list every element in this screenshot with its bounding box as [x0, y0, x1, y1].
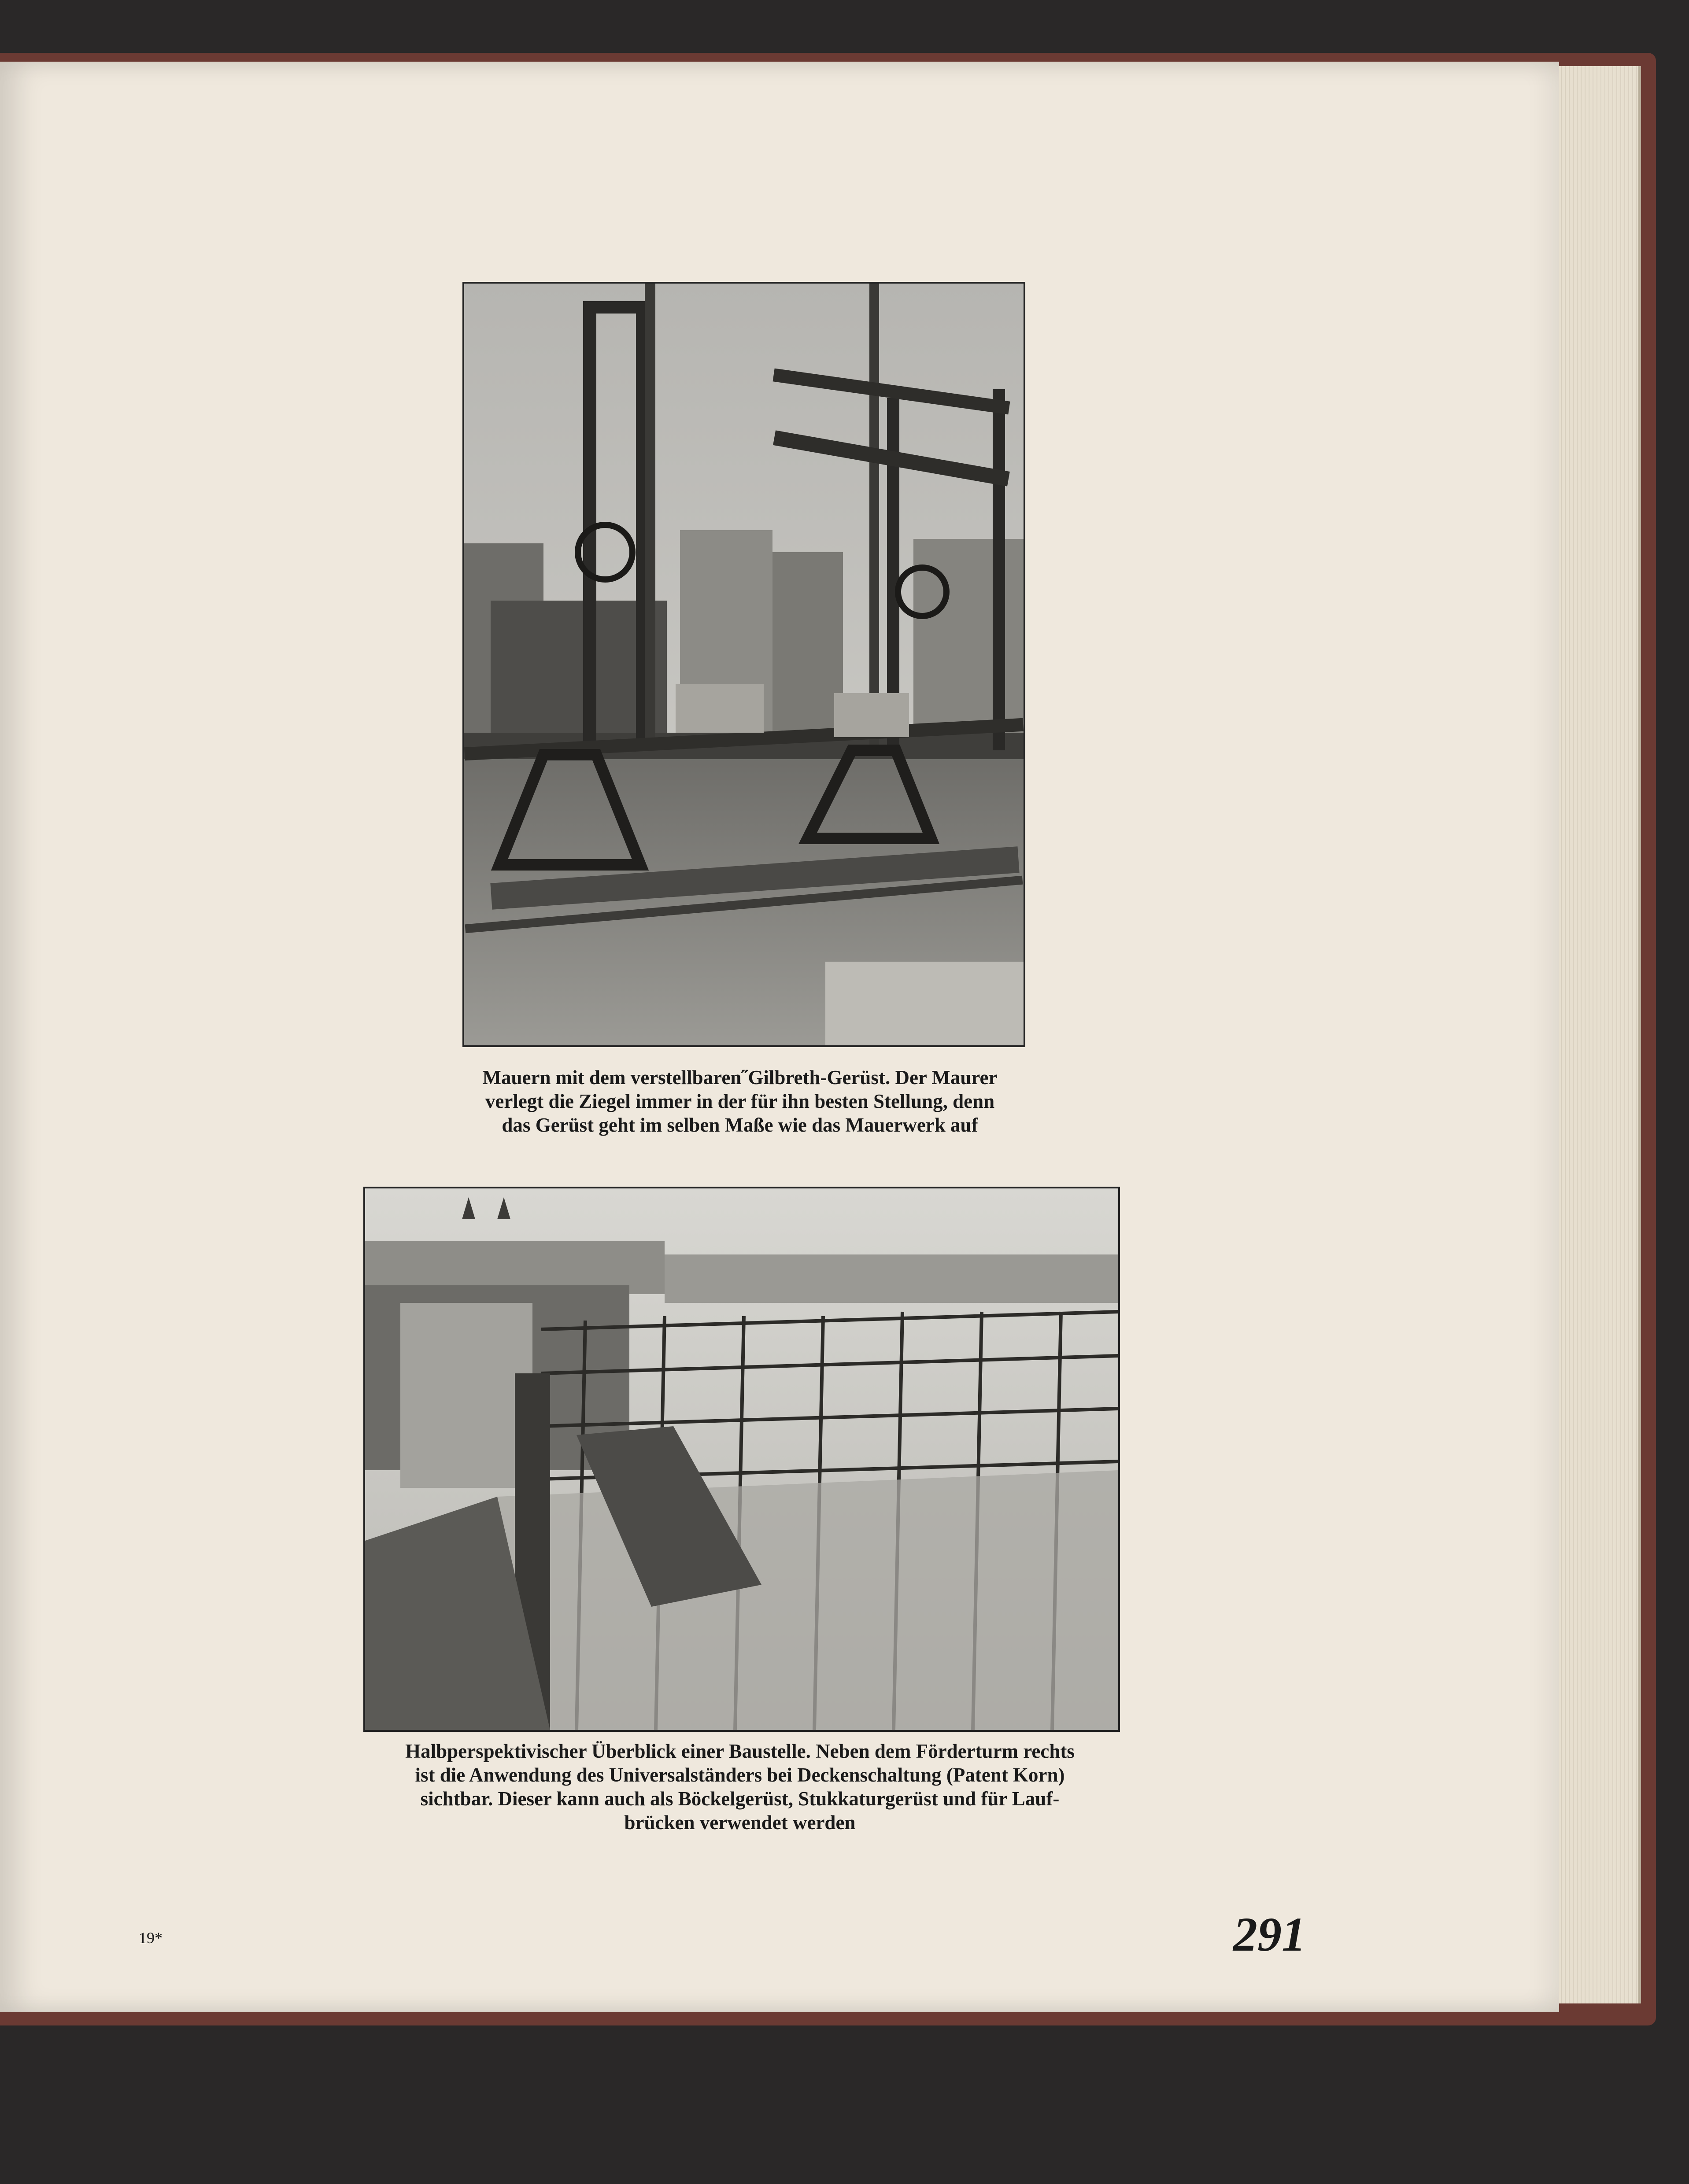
caption-photo1-line: verlegt die Ziegel immer in der für ihn besten Stellung, denn [485, 1090, 995, 1112]
photo-construction-site [363, 1187, 1120, 1732]
caption-photo2-line: Halbperspektivischer Überblick einer Baustelle. Neben dem Förderturm rechts [405, 1740, 1075, 1762]
photo-gilbreth-scaffold [462, 282, 1025, 1047]
caption-photo2-line: ist die Anwendung des Universalständers bei Deckenschaltung (Patent Korn) [415, 1764, 1065, 1786]
caption-photo1-line: Mauern mit dem verstellbaren˝Gilbreth-Gerüst. Der Maurer [482, 1066, 998, 1088]
page-number: 291 [1233, 1907, 1306, 1961]
page-edges [1550, 66, 1641, 2003]
caption-photo1 [440, 1066, 1039, 1137]
caption-photo1-line: das Gerüst geht im selben Maße wie das Mauerwerk auf [502, 1114, 978, 1136]
printer-signature: 19* [139, 1929, 163, 1947]
photo-scaffold-image [464, 284, 1024, 1045]
caption-photo2-line: sichtbar. Dieser kann auch als Böckelgerüst, Stukkaturgerüst und für Lauf- [420, 1788, 1060, 1810]
caption-photo2 [357, 1739, 1123, 1834]
photo-site-image [365, 1188, 1118, 1730]
caption-photo2-line: brücken verwendet werden [624, 1811, 856, 1834]
